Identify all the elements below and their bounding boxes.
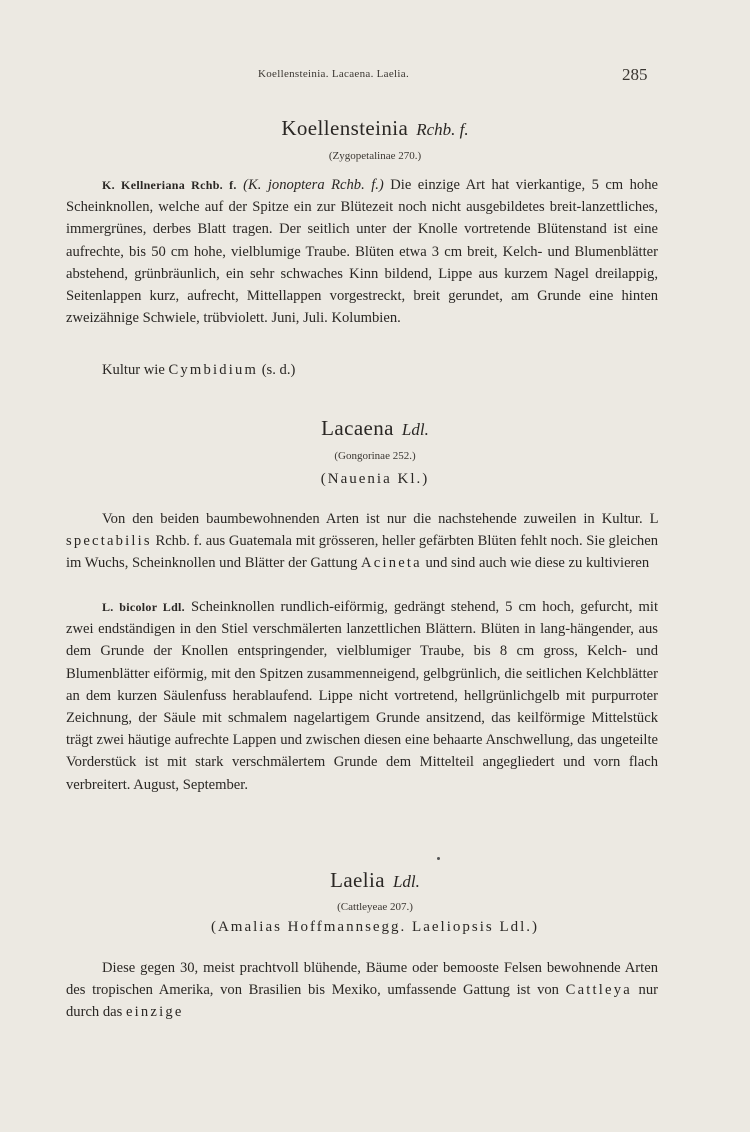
genus-author: Ldl.	[401, 420, 429, 439]
kultur-note	[102, 362, 295, 379]
species-paragraph-kellneriana	[66, 174, 658, 329]
genus-heading-laelia	[0, 868, 750, 893]
intro-paragraph-lacaena	[66, 508, 658, 575]
species-description: Die einzige Art hat vierkantige, 5 cm hohe Scheinknollen, welche auf der Spitze ein zur Blütezeit noch nicht ausgebildetes breit-lanzettliches, immergrünes, derbes Blatt tragen. Der seitlich unter der Knolle vortretende Blütenstand ist eine aufrechte, bis 50 cm hohe, vielblumige Traube. Blüten etwa 3 cm breit, Kelch- und Blumenblätter abstehend, grünbräunlich, ein sehr schwaches Kinn bildend, Lippe aus kurzem Nagel dreilappig, Seitenlappen kurz, aufrecht, Mittellappen vorgestreckt, breit gerundet, am Grunde eine hinten zweizähnige Schwiele, trübviolett. Juni, Juli. Kolumbien.	[66, 177, 658, 327]
genus-cattleya: Cattleya	[565, 982, 632, 999]
genus-author: Rchb. f.	[416, 120, 469, 139]
kultur-prefix: Kultur wie	[102, 362, 165, 378]
kultur-suffix: (s. d.)	[261, 362, 296, 378]
tribe-koellensteinia: (Zygopetalinae 270.)	[328, 150, 422, 162]
tribe-laelia: (Cattleyeae 207.)	[337, 901, 413, 913]
kultur-genus: Cymbidium	[168, 362, 259, 378]
page-number: 285	[622, 65, 648, 84]
intro-text: und sind auch wie diese zu kultivieren	[425, 555, 650, 572]
genus-name: Laelia	[330, 868, 385, 892]
genus-acineta: Acineta	[361, 555, 422, 572]
intro-paragraph-laelia	[66, 957, 658, 1024]
synonym-laelia: (Amalias Hoffmannsegg. Laeliopsis Ldl.)	[210, 919, 540, 935]
genus-author: Ldl.	[392, 872, 420, 891]
synonym-lacaena: (Nauenia Kl.)	[320, 471, 430, 487]
intro-text: Rchb. f. aus Guatemala mit grösseren, heller gefärbten Blüten fehlt noch. Sie gleichen im Wuchs, Scheinknollen und Blätter der Gattung	[66, 533, 658, 572]
species-paragraph-bicolor	[66, 596, 658, 796]
running-header	[0, 65, 750, 88]
species-spectabilis: spectabilis	[66, 533, 152, 550]
genus-name: Lacaena	[321, 416, 394, 440]
word-einzige: einzige	[126, 1004, 184, 1021]
species-name: L. bicolor Ldl.	[102, 600, 185, 614]
species-synonym: (K. jonoptera Rchb. f.)	[243, 177, 384, 193]
genus-heading-lacaena	[0, 416, 750, 441]
species-name: K. Kellneriana Rchb. f.	[102, 178, 237, 192]
running-title: Koellensteinia. Lacaena. Laelia.	[258, 68, 409, 80]
intro-text: Diese gegen 30, meist prachtvoll blühende, Bäume oder bemooste Felsen bewohnende Arten des tropischen Amerika, von Brasilien bis Mexiko, umfassende Gattung ist von	[66, 960, 658, 999]
genus-name: Koellensteinia	[281, 116, 409, 140]
print-speck	[437, 857, 440, 860]
tribe-lacaena: (Gongorinae 252.)	[334, 450, 416, 462]
species-description: Scheinknollen rundlich-eiförmig, gedrängt stehend, 5 cm hoch, gefurcht, mit zwei endständigen in den Stiel verschmälerten lanzettlichen Blättern. Blüten in lang-hängender, aus dem Grunde der Knollen entspringender, vielblumiger Traube, bis 8 cm gross, Kelch- und Blumenblätter eiförmig, mit den Spitzen zusammenneigend, gelbgrünlich, die seitlichen Kelchblätter an dem kurzen Säulenfuss herablaufend. Lippe nicht vortretend, hellgrünlichgelb mit purpurroter Zeichnung, der Säule mit schmalem nagelartigem Grunde ansitzend, das keilförmige Mittelstück trägt zwei häutige aufrechte Lappen und zwischen diesen eine behaarte Anschwellung, das ungeteilte Vorderstück ist mit stark verschmälertem Grunde dem Mittelteil angegliedert und vorn flach verbreitert. August, September.	[66, 599, 659, 793]
genus-heading-koellensteinia	[0, 116, 750, 141]
intro-text: Von den beiden baumbewohnenden Arten ist nur die nachstehende zuweilen in Kultur. L	[102, 511, 658, 527]
intro-text: nur durch das	[66, 982, 659, 1021]
